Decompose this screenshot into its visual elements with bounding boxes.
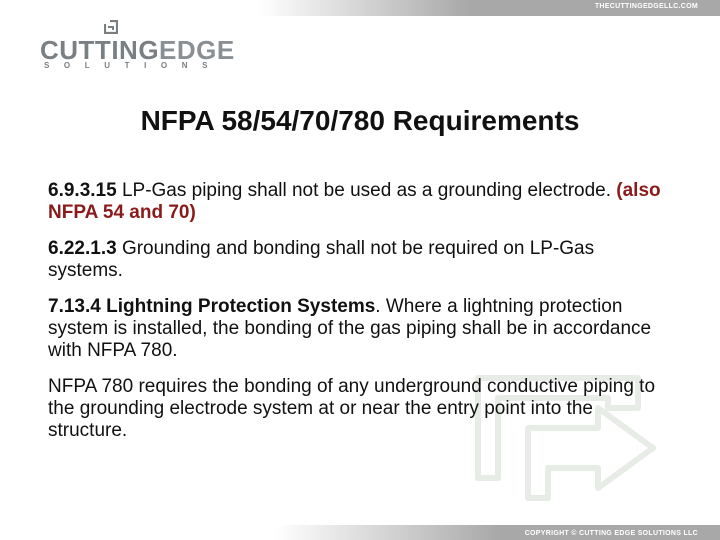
- slide-body: [48, 180, 668, 456]
- paragraph-nfpa-780: [48, 376, 668, 442]
- paragraph-6-9-3-15: [48, 180, 668, 224]
- logo-mark-icon: [104, 20, 118, 34]
- site-url: THECUTTINGEDGELLC.COM: [594, 3, 698, 10]
- code-reference: 6.22.1.3: [48, 238, 117, 259]
- related-codes-note: (also NFPA 54 and 70): [48, 180, 661, 223]
- paragraph-6-22-1-3: [48, 238, 668, 282]
- footer-bar-fade: [0, 525, 500, 540]
- header-bar-fade: [0, 0, 470, 16]
- footer-bar: [0, 525, 720, 540]
- logo-cutting: CUTTING: [40, 35, 160, 65]
- paragraph-text: NFPA 780 requires the bonding of any underground conductive piping to the grounding electrode system at or near the entry point into the structure.: [48, 376, 656, 441]
- copyright-text: COPYRIGHT © CUTTING EDGE SOLUTIONS LLC: [524, 530, 698, 537]
- company-logo: [40, 36, 235, 64]
- logo-solutions: SOLUTIONS: [44, 61, 223, 70]
- slide-title: NFPA 58/54/70/780 Requirements: [140, 105, 580, 136]
- logo-edge: EDGE: [159, 35, 235, 65]
- header-bar: [0, 0, 720, 16]
- paragraph-text: Grounding and bonding shall not be required on LP-Gas systems.: [48, 238, 595, 281]
- paragraph-text: . Where a lightning protection system is installed, the bonding of the gas piping shall be in accordance with NFPA 780.: [48, 296, 652, 361]
- code-reference: 7.13.4 Lightning Protection Systems: [48, 296, 376, 317]
- code-reference: 6.9.3.15: [48, 180, 117, 201]
- paragraph-7-13-4: [48, 296, 668, 362]
- paragraph-text: LP-Gas piping shall not be used as a grounding electrode.: [116, 180, 617, 201]
